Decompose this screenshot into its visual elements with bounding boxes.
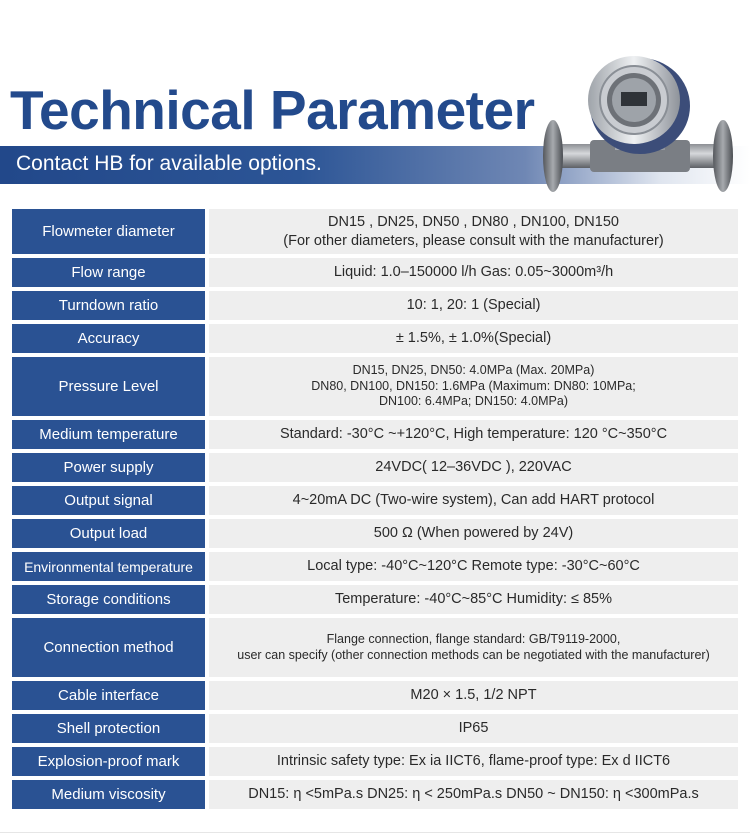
parameter-value bbox=[209, 780, 738, 809]
value-line: Standard: -30°C ~+120°C, High temperature: 120 °C~350°C bbox=[279, 426, 668, 443]
parameter-label: Power supply bbox=[12, 453, 205, 482]
parameter-label: Environmental temperature bbox=[12, 552, 205, 581]
flowmeter-image bbox=[535, 48, 745, 210]
value-line: user can specify (other connection methods can be negotiated with the manufacturer) bbox=[237, 647, 710, 662]
parameter-label: Output signal bbox=[12, 486, 205, 515]
table-row bbox=[12, 681, 738, 710]
value-line: 24VDC( 12–36VDC ), 220VAC bbox=[375, 459, 572, 476]
parameter-value bbox=[209, 291, 738, 320]
parameter-value bbox=[209, 486, 738, 515]
parameter-label: Accuracy bbox=[12, 324, 205, 353]
table-row bbox=[12, 291, 738, 320]
table-row bbox=[12, 585, 738, 614]
divider bbox=[0, 832, 750, 833]
table-row bbox=[12, 324, 738, 353]
parameter-value bbox=[209, 552, 738, 581]
value-line: 500 Ω (When powered by 24V) bbox=[373, 525, 574, 542]
parameter-value bbox=[209, 618, 738, 677]
value-line: Flange connection, flange standard: GB/T9119-2000, bbox=[326, 631, 621, 646]
table-row bbox=[12, 420, 738, 449]
table-row bbox=[12, 519, 738, 548]
value-line: DN80, DN100, DN150: 1.6MPa (Maximum: DN80: 10MPa; bbox=[311, 378, 636, 393]
parameter-value bbox=[209, 519, 738, 548]
parameter-value bbox=[209, 453, 738, 482]
parameter-label: Medium viscosity bbox=[12, 780, 205, 809]
value-line: ± 1.5%, ± 1.0%(Special) bbox=[395, 330, 552, 347]
table-row bbox=[12, 453, 738, 482]
value-line: DN15: η <5mPa.s DN25: η < 250mPa.s DN50 ~ DN150: η <300mPa.s bbox=[248, 786, 699, 803]
parameter-label: Pressure Level bbox=[12, 357, 205, 416]
parameter-value bbox=[209, 681, 738, 710]
subtitle-text: Contact HB for available options. bbox=[16, 152, 322, 175]
parameter-value bbox=[209, 324, 738, 353]
table-row bbox=[12, 780, 738, 809]
parameter-value bbox=[209, 420, 738, 449]
parameter-table bbox=[12, 209, 738, 813]
value-line: Local type: -40°C~120°C Remote type: -30°C~60°C bbox=[307, 558, 640, 575]
table-row bbox=[12, 258, 738, 287]
value-line: DN100: 6.4MPa; DN150: 4.0MPa) bbox=[379, 394, 568, 409]
table-row bbox=[12, 486, 738, 515]
value-line: 10: 1, 20: 1 (Special) bbox=[406, 297, 541, 314]
value-line: DN15, DN25, DN50: 4.0MPa (Max. 20MPa) bbox=[352, 363, 595, 378]
value-line: 4~20mA DC (Two-wire system), Can add HART protocol bbox=[292, 492, 655, 509]
table-row bbox=[12, 714, 738, 743]
parameter-value bbox=[209, 258, 738, 287]
parameter-label: Flow range bbox=[12, 258, 205, 287]
value-line: M20 × 1.5, 1/2 NPT bbox=[410, 687, 537, 704]
parameter-label: Medium temperature bbox=[12, 420, 205, 449]
table-row bbox=[12, 747, 738, 776]
value-line: IP65 bbox=[458, 720, 489, 737]
value-line: DN15 , DN25, DN50 , DN80 , DN100, DN150 bbox=[328, 214, 619, 231]
parameter-label: Flowmeter diameter bbox=[12, 209, 205, 254]
parameter-value bbox=[209, 585, 738, 614]
parameter-value bbox=[209, 209, 738, 254]
table-row bbox=[12, 618, 738, 677]
parameter-value bbox=[209, 714, 738, 743]
parameter-value bbox=[209, 747, 738, 776]
table-row bbox=[12, 209, 738, 254]
parameter-label: Connection method bbox=[12, 618, 205, 677]
table-row bbox=[12, 552, 738, 581]
parameter-label: Cable interface bbox=[12, 681, 205, 710]
table-row bbox=[12, 357, 738, 416]
parameter-label: Explosion-proof mark bbox=[12, 747, 205, 776]
parameter-label: Turndown ratio bbox=[12, 291, 205, 320]
value-line: Liquid: 1.0–150000 l/h Gas: 0.05~3000m³/h bbox=[333, 264, 614, 281]
value-line: (For other diameters, please consult with the manufacturer) bbox=[283, 232, 664, 249]
parameter-value bbox=[209, 357, 738, 416]
parameter-label: Output load bbox=[12, 519, 205, 548]
value-line: Temperature: -40°C~85°C Humidity: ≤ 85% bbox=[334, 591, 613, 608]
parameter-label: Shell protection bbox=[12, 714, 205, 743]
parameter-label: Storage conditions bbox=[12, 585, 205, 614]
page-title: Technical Parameter bbox=[10, 79, 535, 141]
value-line: Intrinsic safety type: Ex ia IICT6, flame-proof type: Ex d IICT6 bbox=[276, 753, 671, 770]
